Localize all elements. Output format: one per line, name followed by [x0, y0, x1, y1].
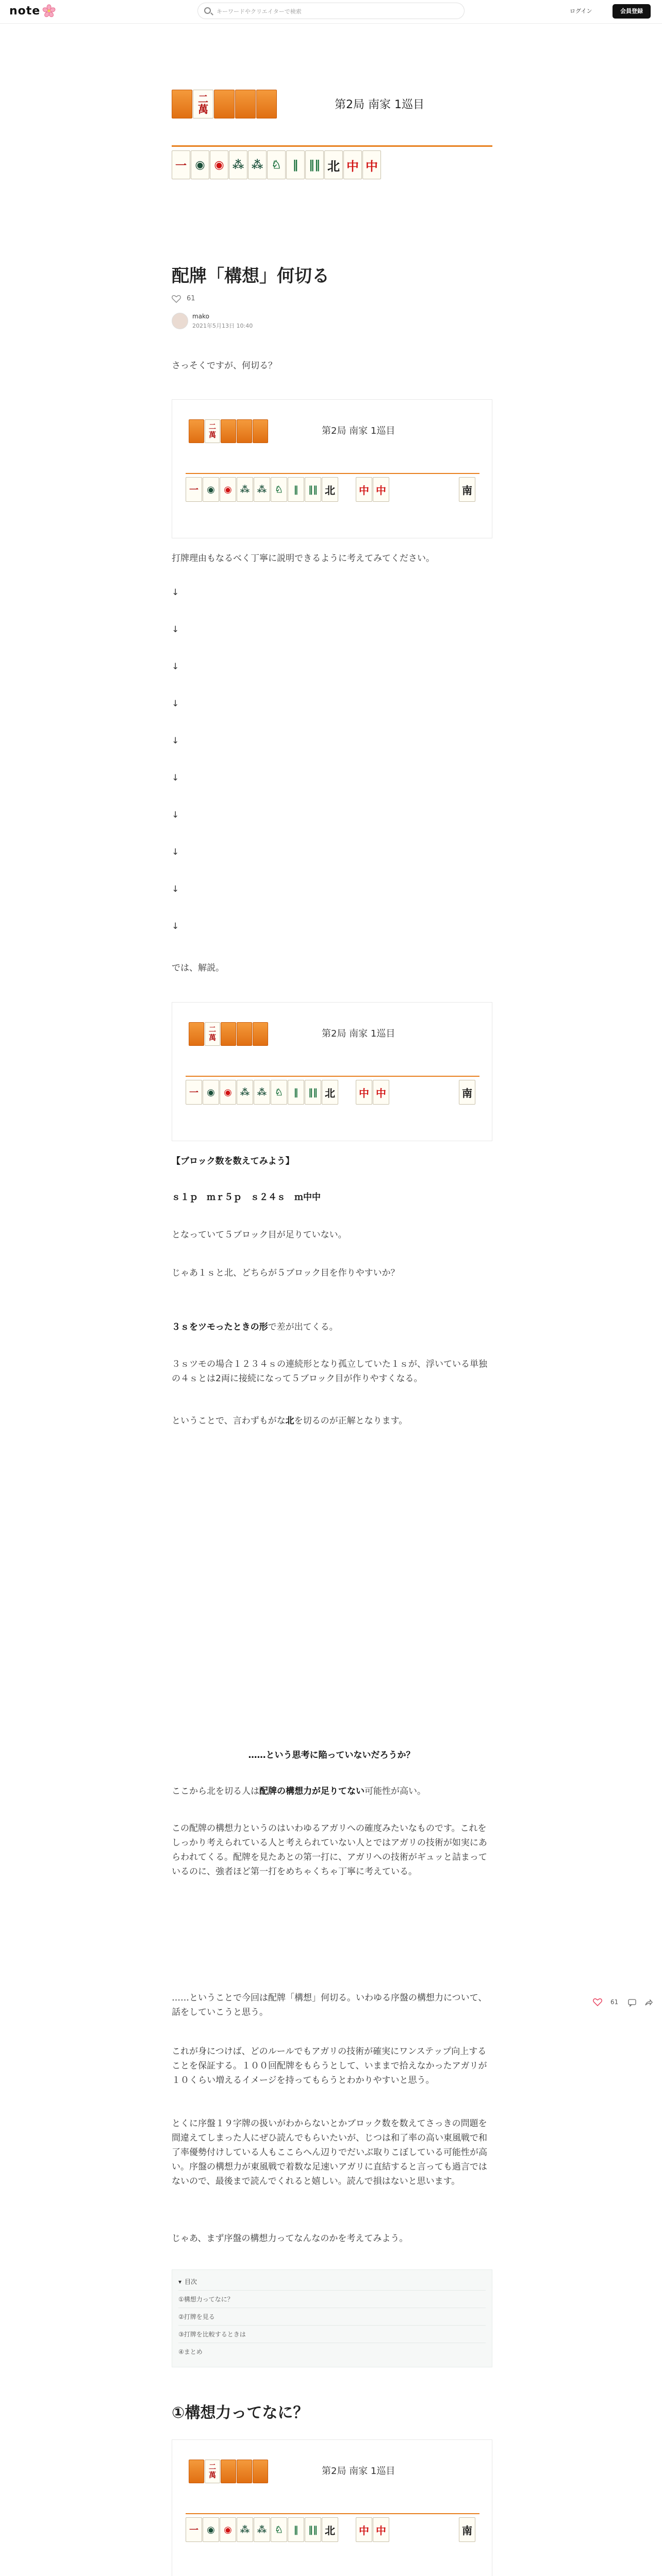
tile-south: 南: [459, 2517, 475, 2542]
tile-pin: ⁂: [254, 2517, 270, 2542]
search-input[interactable]: [197, 3, 465, 19]
tile-chun: 中: [373, 2517, 389, 2542]
tile-1man: 一: [186, 2517, 202, 2542]
paragraph: ……ということで今回は配牌「構想」何切る。いわゆる序盤の構想力について、話をしていこうと思う。: [172, 1993, 487, 2018]
paragraph-text: ということで、言わずもがな: [172, 1416, 286, 1426]
share-icon[interactable]: [644, 1998, 653, 2007]
search-placeholder: キーワードやクリエイターで検索: [217, 8, 302, 15]
tile-chun: 中: [373, 1080, 389, 1105]
box-title: 第2局 南家 1巡目: [322, 2466, 395, 2477]
tile-2man: 二 萬: [193, 90, 213, 118]
tile-pin: ◉: [220, 477, 236, 502]
tile-pin: ⁂: [254, 1080, 270, 1105]
article-title: 配牌「構想」何切る: [172, 266, 329, 286]
box-divider: [186, 2513, 479, 2514]
block-list: ｓ１ｐ ｍｒ５ｐ ｓ２４ｓ ｍ中中: [172, 1192, 321, 1202]
arrow: ↓: [172, 773, 179, 783]
hand-row: [186, 2517, 479, 2543]
tile-back: [189, 419, 204, 443]
bold-text: ３ｓをツモったときの形: [172, 1322, 268, 1332]
hand-image: [172, 399, 492, 538]
tile-chun: 中: [356, 1080, 372, 1105]
arrow: ↓: [172, 810, 179, 820]
tile-sou: ‖: [288, 1080, 304, 1105]
block-heading: 【ブロック数を数えてみよう】: [172, 1156, 294, 1166]
toc-item[interactable]: ④まとめ: [178, 2348, 203, 2355]
tile-back: [253, 419, 268, 443]
tile-1sou: ♘: [271, 2517, 287, 2542]
explain-text: では、解説。: [172, 963, 224, 973]
tile-pin: ◉: [210, 150, 228, 179]
hand-image: [172, 2439, 492, 2576]
header-image: [172, 77, 492, 196]
tile-pin: ◉: [191, 150, 209, 179]
tile-sou: ‖: [286, 150, 305, 179]
intro-text: さっそくですが、何切る？: [172, 361, 277, 371]
tile-pin: ◉: [203, 1080, 219, 1105]
paragraph: となっていて５ブロック目が足りていない。: [172, 1230, 347, 1240]
tile-chun: 中: [362, 150, 381, 179]
tile-south: 南: [459, 1080, 475, 1105]
toc-item[interactable]: ②打牌を見る: [178, 2308, 486, 2326]
tile-north: 北: [322, 2517, 338, 2542]
tile-pin: ⁂: [254, 477, 270, 502]
chevron-down-icon: ▾: [178, 2278, 182, 2285]
tile-north: 北: [324, 150, 343, 179]
register-button[interactable]: 会員登録: [613, 4, 651, 19]
toc-item[interactable]: ①構想力ってなに？: [178, 2291, 486, 2308]
tile-back: [214, 90, 235, 118]
tile-back: [172, 90, 192, 118]
tile-pin: ⁂: [237, 477, 253, 502]
paragraph: [172, 1320, 491, 1334]
tile-1man: 一: [186, 477, 202, 502]
logo-text: note: [9, 4, 41, 18]
table-of-contents: [172, 2269, 492, 2367]
note-logo[interactable]: [9, 4, 56, 18]
tile-back: [221, 419, 236, 443]
tile-chun: 中: [356, 477, 372, 502]
toc-label: 目次: [185, 2278, 197, 2285]
tile-south: 南: [459, 477, 475, 502]
banner-divider: [172, 145, 492, 147]
banner-title: 第2局 南家 1巡目: [335, 98, 424, 111]
hand-image: [172, 1002, 492, 1141]
tile-sou: ‖‖: [305, 2517, 321, 2542]
tile-back: [189, 2460, 204, 2483]
tile-north: 北: [322, 477, 338, 502]
box-divider: [186, 473, 479, 474]
paragraph-text: を切るのが正解となります。: [294, 1416, 408, 1426]
paragraph: じゃあ１ｓと北、どちらが５ブロック目を作りやすいか？: [172, 1268, 400, 1278]
box-divider: [186, 1076, 479, 1077]
tile-chun: 中: [356, 2517, 372, 2542]
tile-back: [189, 1022, 204, 1046]
side-like-count: 61: [610, 1998, 619, 2006]
tile-pin: ⁂: [237, 1080, 253, 1105]
tile-back: [221, 2460, 236, 2483]
paragraph: とくに序盤１９字牌の扱いがわからないとかブロック数を数えてさっきの問題を間違えてしまった人にぜひ読んでもらいたいが、じつは和了率の高い東風戦で和了率優勢付けしている人もここらへん辺りでだいぶ取りこぼしている可能性が高い。序盤の構想力が東風戦で着数な足速いアガリに直結すると言っても過言ではないので、最後まで読んでくれると嬉しい。読んで損はないと思います。: [172, 2119, 487, 2187]
arrow: ↓: [172, 847, 179, 857]
hand-row: [186, 1080, 479, 1106]
tile-2man: 二 萬: [205, 1022, 220, 1046]
paragraph: [172, 1784, 491, 1799]
tile-back: [237, 419, 252, 443]
tile-back: [237, 2460, 252, 2483]
publish-date: 2021年5月13日 10:40: [192, 323, 253, 329]
paragraph: この配牌の構想力というのはいわゆるアガリへの確度みたいなものです。これをしっかり考えられている人と考えられていない人とではアガリの技術が如実にあらわれてくる。配牌を見たあとの第一打に、アガリへの技術がギュッと詰まっているのに、強者ほど第一打をめちゃくちゃ丁寧に考えている。: [172, 1823, 487, 1877]
tile-sou: ‖: [288, 2517, 304, 2542]
tile-1man: 一: [186, 1080, 202, 1105]
tile-2man: 二 萬: [205, 419, 220, 443]
tile-back: [253, 1022, 268, 1046]
arrow: ↓: [172, 884, 179, 894]
login-button[interactable]: ログイン: [570, 8, 592, 14]
site-header: [0, 0, 662, 24]
tile-sou: ‖‖: [305, 150, 324, 179]
tile-1sou: ♘: [267, 150, 286, 179]
paragraph: じゃあ、まず序盤の構想力ってなんなのかを考えてみよう。: [172, 2233, 408, 2244]
arrow: ↓: [172, 624, 179, 635]
paragraph: [172, 1414, 491, 1428]
author-avatar[interactable]: [172, 313, 188, 329]
arrow: ↓: [172, 662, 179, 672]
box-title: 第2局 南家 1巡目: [322, 1028, 395, 1039]
toc-item[interactable]: ③打牌を比較するときは: [178, 2326, 486, 2343]
tile-1man: 一: [172, 150, 190, 179]
arrow: ↓: [172, 921, 179, 931]
author-name[interactable]: mako: [192, 313, 209, 320]
tile-north: 北: [322, 1080, 338, 1105]
tile-chun: 中: [343, 150, 362, 179]
box-title: 第2局 南家 1巡目: [322, 426, 395, 436]
paragraph: ３ｓツモの場合１２３４ｓの連続形となり孤立していた１ｓが、浮いている単独の４ｓとは2両に接続になって５ブロック目が作りやすくなる。: [172, 1359, 487, 1384]
center-question: ……という思考に陥っていないだろうか？: [248, 1750, 415, 1760]
tile-back: [256, 90, 277, 118]
tile-sou: ‖‖: [305, 477, 321, 502]
tile-pin: ⁂: [237, 2517, 253, 2542]
paragraph-text: で差が出てくる。: [268, 1322, 338, 1332]
arrow: ↓: [172, 699, 179, 709]
tile-pin: ⁂: [229, 150, 247, 179]
comment-icon[interactable]: [628, 1998, 636, 2007]
hand-row: [186, 477, 479, 503]
tile-back: [253, 2460, 268, 2483]
section-heading: ①構想力ってなに？: [172, 2404, 309, 2422]
paragraph-text: ここから北を切る人は: [172, 1786, 259, 1797]
tile-pin: ◉: [220, 1080, 236, 1105]
heart-icon[interactable]: [172, 295, 181, 303]
tile-back: [237, 1022, 252, 1046]
bold-text: 北: [285, 1416, 294, 1426]
paragraph: これが身につけば、どのルールでもアガリの技術が確実にワンステップ向上することを保証する。１００回配牌をもらうとして、いままで拾えなかったアガリが１０くらい増えるイメージを持ってもらうとわかりやすいと思う。: [172, 2046, 487, 2086]
tile-pin: ◉: [203, 477, 219, 502]
hand-row: [172, 150, 492, 180]
side-heart-icon[interactable]: [593, 1998, 602, 2006]
tile-chun: 中: [373, 477, 389, 502]
sakura-icon: [42, 4, 56, 18]
tile-2man: 二 萬: [205, 2460, 220, 2483]
tile-sou: ‖: [288, 477, 304, 502]
tile-pin: ◉: [220, 2517, 236, 2542]
arrow: ↓: [172, 587, 179, 598]
tile-back: [221, 1022, 236, 1046]
paragraph-text: 可能性が高い。: [365, 1786, 426, 1797]
prompt-text: 打牌理由もなるべく丁寧に説明できるように考えてみてください。: [172, 553, 435, 564]
tile-back: [235, 90, 256, 118]
tile-pin: ⁂: [248, 150, 267, 179]
tile-pin: ◉: [203, 2517, 219, 2542]
toc-header[interactable]: [178, 2273, 486, 2291]
arrow: ↓: [172, 736, 179, 746]
tile-1sou: ♘: [271, 477, 287, 502]
tile-1sou: ♘: [271, 1080, 287, 1105]
bold-text: 配牌の構想力が足りてない: [259, 1786, 365, 1797]
tile-sou: ‖‖: [305, 1080, 321, 1105]
like-count: 61: [187, 295, 195, 302]
search-icon: [204, 7, 211, 14]
